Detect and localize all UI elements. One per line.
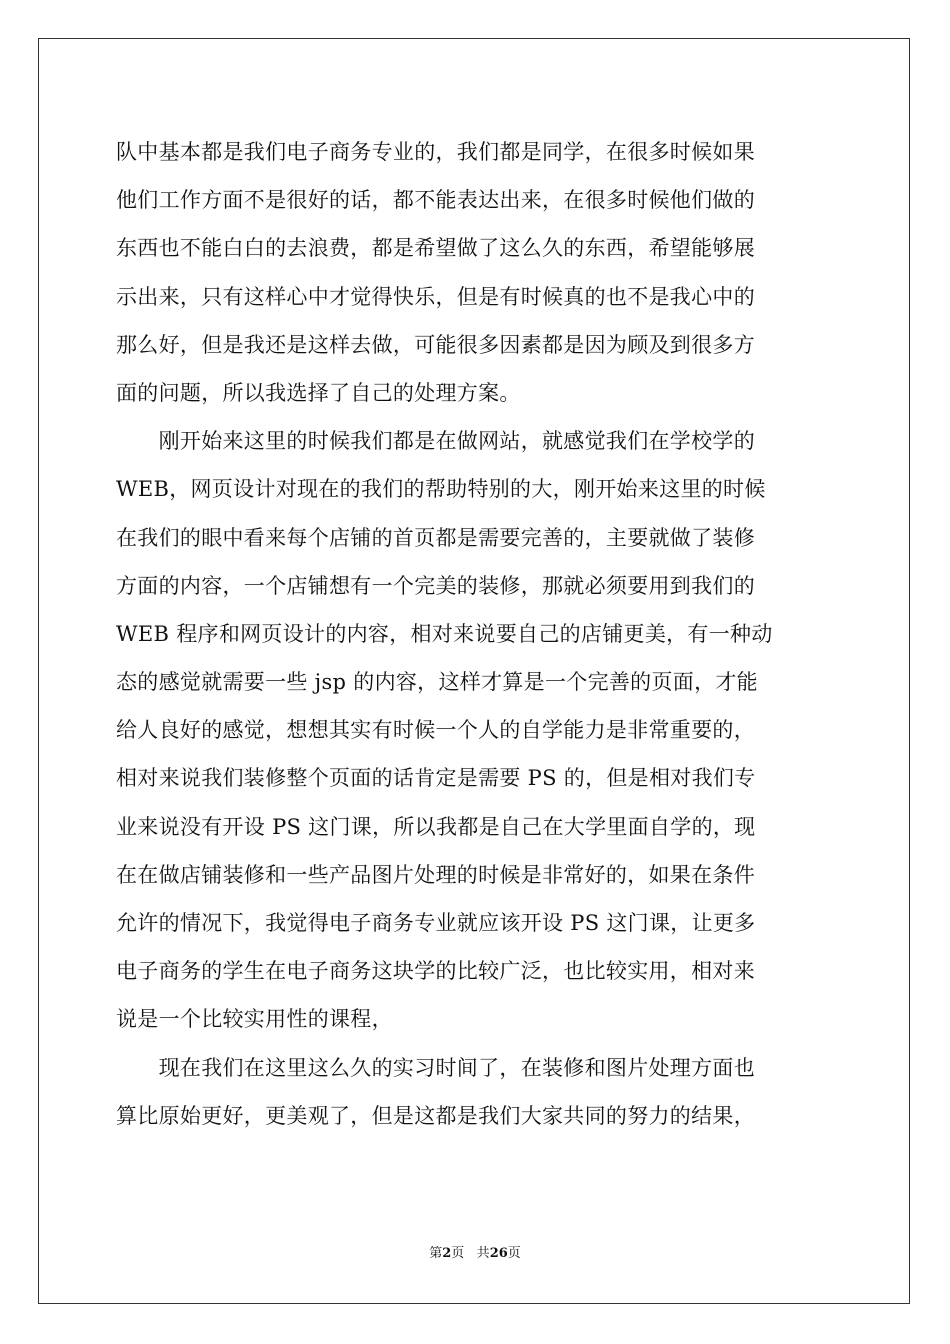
text-line: 态的感觉就需要一些 jsp 的内容，这样才算是一个完善的页面，才能 [116,670,758,695]
text-line: 允许的情况下，我觉得电子商务专业就应该开设 PS 这门课，让更多 [116,911,756,935]
total-pages: 26 [489,1246,508,1261]
text-line: 在我们的眼中看来每个店铺的首页都是需要完善的，主要就做了装修 [116,525,755,550]
text-line: 那么好，但是我还是这样去做，可能很多因素都是因为顾及到很多方 [116,332,755,357]
text-line: 说是一个比较实用性的课程， [116,1007,393,1032]
text-line: 面的问题，所以我选择了自己的处理方案。 [116,380,521,405]
text-line: 电子商务的学生在电子商务这块学的比较广泛，也比较实用，相对来 [116,959,755,984]
total-suffix: 页 [507,1246,521,1261]
text-line: 示出来，只有这样心中才觉得快乐，但是有时候真的也不是我心中的 [116,284,755,309]
page-suffix: 页 [451,1246,465,1261]
page-number: 2 [442,1246,452,1261]
text-line: 队中基本都是我们电子商务专业的，我们都是同学，在很多时候如果 [116,140,755,164]
text-line: 他们工作方面不是很好的话，都不能表达出来，在很多时候他们做的 [116,188,755,213]
text-line: WEB，网页设计对现在的我们的帮助特别的大，刚开始来这里的时候 [116,477,766,502]
total-prefix: 共 [476,1246,490,1261]
text-line: 相对来说我们装修整个页面的话肯定是需要 PS 的，但是相对我们专 [116,766,756,791]
text-line: 方面的内容，一个店铺想有一个完美的装修，那就必须要用到我们的 [116,573,755,598]
document-body [116,128,834,1140]
text-line: 现在我们在这里这么久的实习时间了，在装修和图片处理方面也 [116,1055,755,1080]
text-line: 算比原始更好，更美观了，但是这都是我们大家共同的努力的结果， [116,1103,755,1128]
text-line: 在在做店铺装修和一些产品图片处理的时候是非常好的，如果在条件 [116,862,755,887]
text-line: 业来说没有开设 PS 这门课，所以我都是自己在大学里面自学的，现 [116,814,756,839]
text-line: 给人良好的感觉，想想其实有时候一个人的自学能力是非常重要的， [116,718,755,743]
text-line: WEB 程序和网页设计的内容，相对来说要自己的店铺更美，有一种动 [116,621,773,646]
page-prefix: 第 [429,1246,443,1261]
text-line: 东西也不能白白的去浪费，都是希望做了这么久的东西，希望能够展 [116,236,755,261]
page-footer [0,1246,950,1262]
text-line: 刚开始来这里的时候我们都是在做网站，就感觉我们在学校学的 [116,429,755,454]
